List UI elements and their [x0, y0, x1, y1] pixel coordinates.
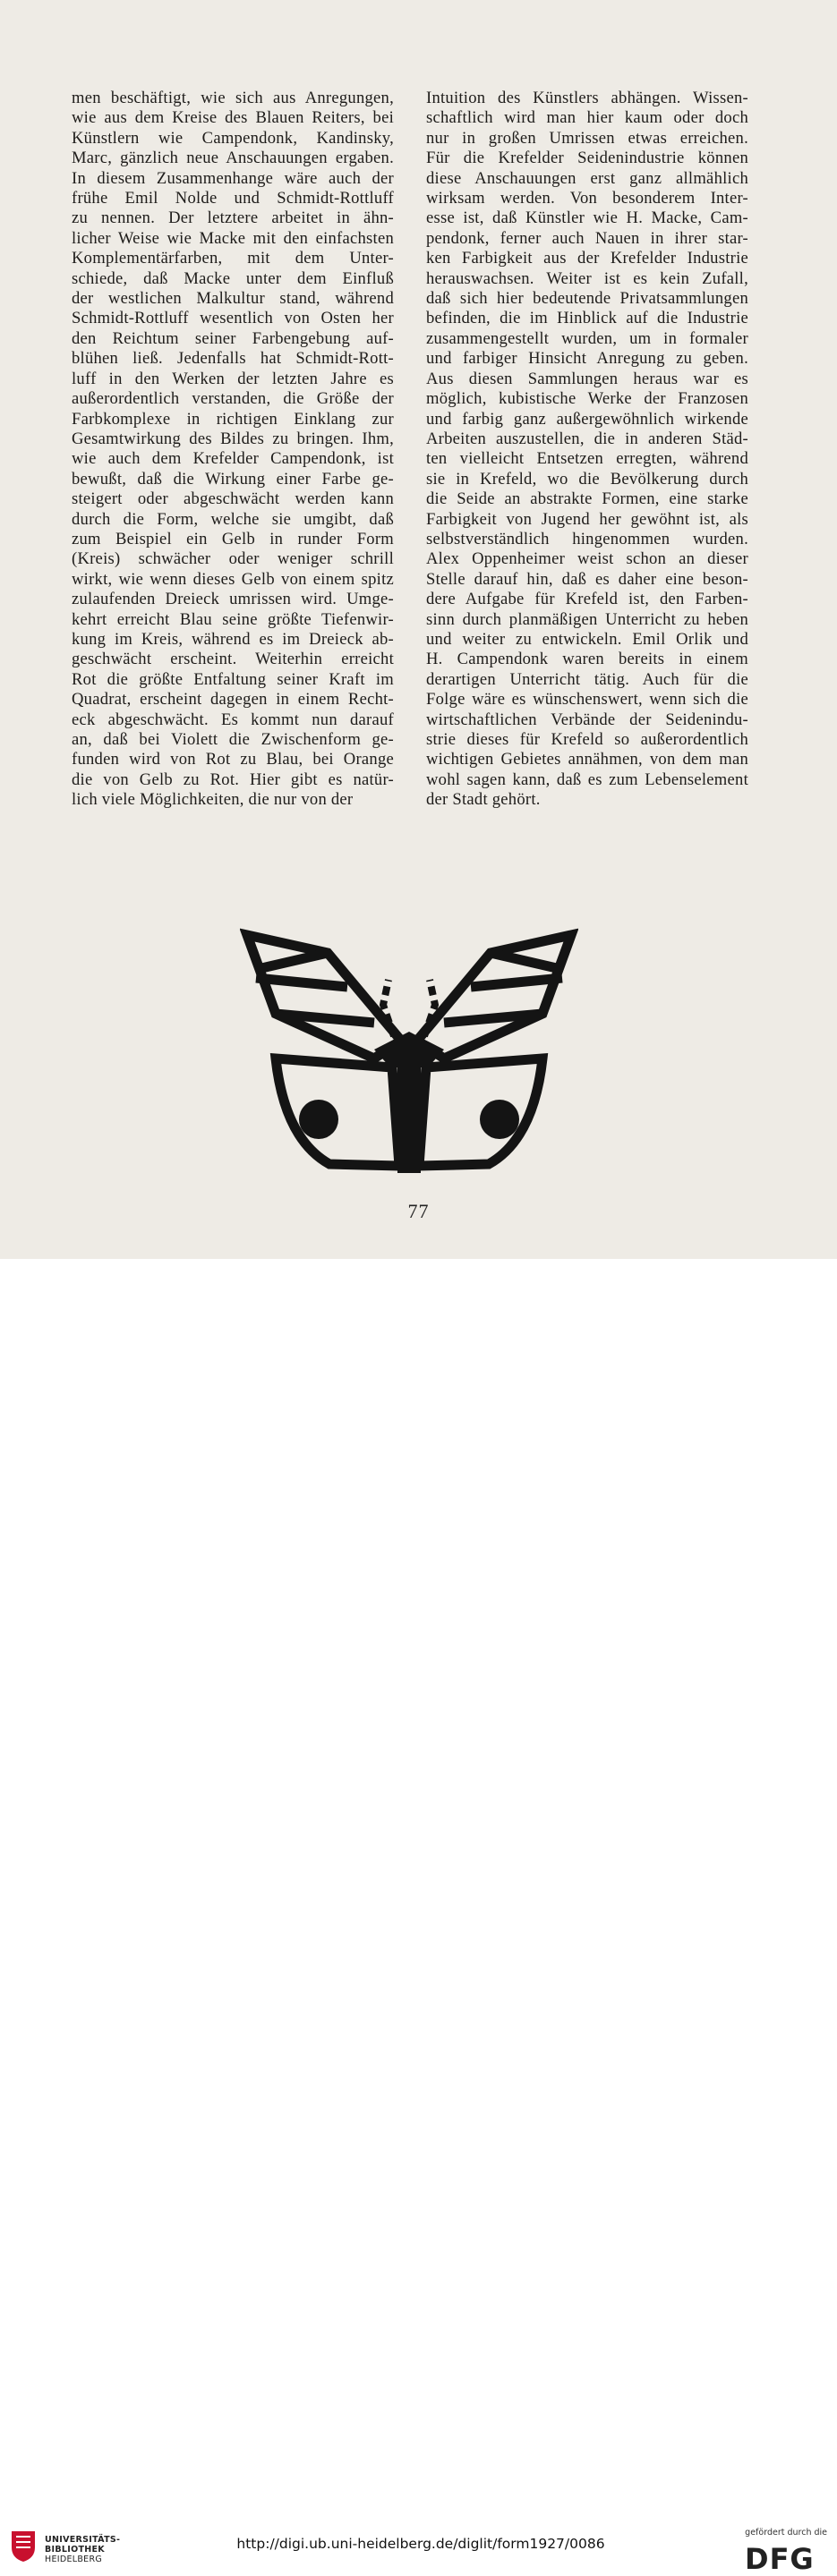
right-column-line: diese Anschauungen erst ganz allmählich [426, 168, 748, 188]
right-column-line: Stelle darauf hin, daß es daher eine beson- [426, 569, 748, 589]
right-column-line: H. Campendonk waren bereits in einem [426, 650, 748, 669]
right-column-line: dere Aufgabe für Krefeld ist, den Farben- [426, 590, 748, 609]
left-column-line: kehrt erreicht Blau seine größte Tiefenwir- [72, 609, 394, 629]
left-column-line: zu nennen. Der letztere arbeitet in ähn- [72, 208, 394, 228]
right-column-line: zusammengestellt wurden, um in formaler [426, 328, 748, 348]
library-name [45, 2535, 120, 2564]
right-column-line: möglich, kubistische Werke der Franzosen [426, 389, 748, 409]
right-column-line: Alex Oppenheimer weist schon an dieser [426, 549, 748, 569]
left-column-line: Quadrat, erscheint dagegen in einem Recht- [72, 690, 394, 710]
left-column-line: an, daß bei Violett die Zwischenform ge- [72, 730, 394, 749]
right-column-line: sie in Krefeld, wo die Bevölkerung durch [426, 469, 748, 489]
right-column-line: und farbig ganz außergewöhnlich wirkende [426, 409, 748, 429]
library-line-3: HEIDELBERG [45, 2555, 103, 2564]
left-column-line: wirkt, wie wenn dieses Gelb von einem spitz [72, 569, 394, 589]
left-column-line: Schmidt-Rottluff wesentlich von Osten her [72, 309, 394, 328]
right-column-line: die Seide an abstrakte Formen, eine starke [426, 489, 748, 509]
university-library-logo-icon [8, 2528, 38, 2563]
left-column-line: Gesamtwirkung des Bildes zu bringen. Ihm, [72, 429, 394, 448]
right-column-line: esse ist, daß Künstler wie H. Macke, Cam- [426, 208, 748, 228]
right-column-line: ken Farbigkeit aus der Krefelder Industrie [426, 249, 748, 268]
digitization-footer [0, 1259, 837, 2576]
left-column-line: Künstlern wie Campendonk, Kandinsky, [72, 128, 394, 148]
left-hindwing [276, 1058, 399, 1166]
left-column-line: wie aus dem Kreise des Blauen Reiters, bei [72, 108, 394, 128]
page-number: 77 [407, 1200, 430, 1222]
right-column-line: der Stadt gehört. [426, 790, 541, 810]
library-line-1: UNIVERSITÄTS- [45, 2535, 121, 2545]
right-column-line: derartigen Unterricht tätig. Auch für die [426, 669, 748, 689]
left-column-line: luff in den Werken der letzten Jahre es [72, 369, 394, 388]
right-column-line: Aus diesen Sammlungen heraus war es [426, 369, 748, 388]
left-column-line: kung im Kreis, während es im Dreieck ab- [72, 629, 394, 649]
text-column-left [72, 89, 394, 811]
right-column-line: wichtigen Gebietes annähmen, von dem man [426, 750, 748, 769]
left-column-line: den Reichtum seiner Farbengebung auf- [72, 328, 394, 348]
library-line-2: BIBLIOTHEK [45, 2545, 105, 2555]
right-column-line: nur in großen Umrissen etwas erreichen. [426, 128, 748, 148]
permalink-url[interactable]: http://digi.ub.uni-heidelberg.de/diglit/form1927/0086 [236, 2536, 605, 2552]
left-column-line: durch die Form, welche sie umgibt, daß [72, 509, 394, 529]
right-column-line: befinden, die im Hinblick auf die Industrie [426, 309, 748, 328]
right-column-line: selbstverständlich hingenommen wurden. [426, 529, 748, 548]
right-column-line: strie dieses für Krefeld so außerordentlich [426, 730, 748, 749]
right-column-line: wirtschaftlichen Verbände der Seidenindu- [426, 710, 748, 729]
funder-note: gefördert durch die [745, 2528, 827, 2538]
left-column-line: eck abgeschwächt. Es kommt nun darauf [72, 710, 394, 729]
left-column-line: Farbkomplexe in richtigen Einklang zur [72, 409, 394, 429]
right-column-line: daß sich hier bedeutende Privatsammlungen [426, 289, 748, 309]
right-column-line: ten vielleicht Entsetzen erregten, während [426, 449, 748, 469]
left-column-line: steigert oder abgeschwächt werden kann [72, 489, 394, 509]
left-column-line: zulaufenden Dreieck umrissen wird. Umge- [72, 590, 394, 609]
left-column-line: funden wird von Rot zu Blau, bei Orange [72, 750, 394, 769]
left-column-line: (Kreis) schwächer oder weniger schrill [72, 549, 394, 569]
left-column-line: blühen ließ. Jedenfalls hat Schmidt-Rott- [72, 349, 394, 369]
right-column-line: Für die Krefelder Seidenindustrie können [426, 149, 748, 168]
left-column-line: Rot die größte Entfaltung seiner Kraft im [72, 669, 394, 689]
right-column-line: wirksam werden. Von besonderem Inter- [426, 189, 748, 208]
right-column-line: Folge wäre es wünschenswert, wenn sich die [426, 690, 748, 710]
left-column-line: licher Weise wie Macke mit den einfachsten [72, 228, 394, 248]
butterfly-body [374, 1032, 444, 1173]
right-column-line: Intuition des Künstlers abhängen. Wissen- [426, 89, 748, 107]
right-column-line: pendonk, ferner auch Nauen in ihrer star- [426, 228, 748, 248]
left-column-line: geschwächt erscheint. Weiterhin erreicht [72, 650, 394, 669]
left-eyespot [299, 1100, 338, 1139]
left-column-line: zum Beispiel ein Gelb in runder Form [72, 529, 394, 548]
right-column-line: herauswachsen. Weiter ist es kein Zufall, [426, 268, 748, 288]
right-hindwing [419, 1058, 542, 1166]
left-column-line: men beschäftigt, wie sich aus Anregungen, [72, 89, 394, 107]
right-column-line: und farbiger Hinsicht Anregung zu geben. [426, 349, 748, 369]
right-column-line: sinn durch planmäßigen Unterricht zu heben [426, 609, 748, 629]
left-column-line: schiede, daß Macke unter dem Einfluß [72, 268, 394, 288]
left-column-line: der westlichen Malkultur stand, während [72, 289, 394, 309]
butterfly-illustration [240, 915, 578, 1177]
right-column-line: Arbeiten auszustellen, die in anderen Städ- [426, 429, 748, 448]
left-column-line: frühe Emil Nolde und Schmidt-Rottluff [72, 189, 394, 208]
text-column-right [426, 89, 748, 811]
right-column-line: Farbigkeit von Jugend her gewöhnt ist, als [426, 509, 748, 529]
dfg-logo: DFG [745, 2542, 815, 2576]
right-column-line: wohl sagen kann, daß es zum Lebenselement [426, 769, 748, 789]
right-eyespot [480, 1100, 519, 1139]
right-column-line: schaftlich wird man hier kaum oder doch [426, 108, 748, 128]
right-column-line: und weiter zu entwickeln. Emil Orlik und [426, 629, 748, 649]
left-column-line: Komplementärfarben, mit dem Unter- [72, 249, 394, 268]
left-column-line: wie auch dem Krefelder Campendonk, ist [72, 449, 394, 469]
left-column-line: In diesem Zusammenhange wäre auch der [72, 168, 394, 188]
left-column-line: bewußt, daß die Wirkung einer Farbe ge- [72, 469, 394, 489]
left-column-line: Marc, gänzlich neue Anschauungen ergaben. [72, 149, 394, 168]
scanned-page [0, 0, 837, 1259]
left-column-line: lich viele Möglichkeiten, die nur von der [72, 790, 354, 810]
left-column-line: die von Gelb zu Rot. Hier gibt es natür- [72, 769, 394, 789]
left-column-line: außerordentlich verstanden, die Größe der [72, 389, 394, 409]
